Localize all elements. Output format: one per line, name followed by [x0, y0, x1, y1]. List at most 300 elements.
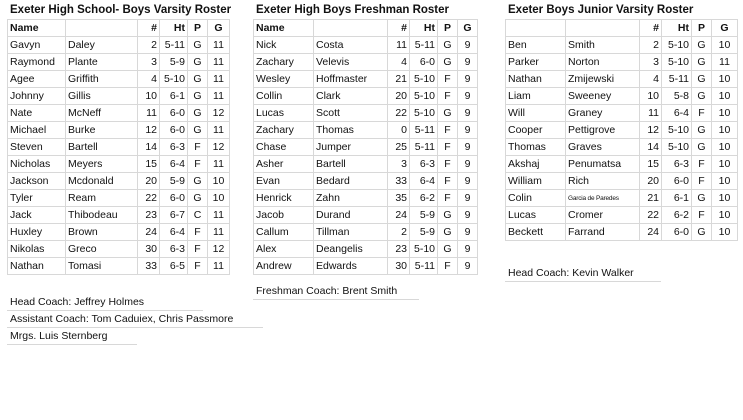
table-cell: 22	[388, 105, 410, 122]
table-cell: Graves	[566, 139, 640, 156]
table-cell: F	[438, 71, 458, 88]
table-row	[8, 139, 230, 156]
table-cell: Thomas	[314, 122, 388, 139]
table-cell: G	[692, 139, 712, 156]
table-cell: G	[438, 105, 458, 122]
table-row	[8, 190, 230, 207]
table-cell: Lucas	[506, 207, 566, 224]
table-row	[254, 224, 478, 241]
table-cell: Pettigrove	[566, 122, 640, 139]
table-cell: Thibodeau	[66, 207, 138, 224]
table-cell: Deangelis	[314, 241, 388, 258]
table-cell: 10	[712, 139, 738, 156]
table-cell: 11	[388, 37, 410, 54]
table-cell: Costa	[314, 37, 388, 54]
table-cell: Clark	[314, 88, 388, 105]
table-row	[254, 37, 478, 54]
table-cell: 6-1	[160, 88, 188, 105]
table-cell: 5-10	[410, 88, 438, 105]
table-cell: William	[506, 173, 566, 190]
table-cell: 4	[388, 54, 410, 71]
table-cell: 33	[388, 173, 410, 190]
table-header-row	[506, 20, 738, 37]
table-cell: 23	[388, 241, 410, 258]
table-cell: Zachary	[254, 122, 314, 139]
table-row	[254, 156, 478, 173]
varsity-assistant-coach: Assistant Coach: Tom Caduiex, Chris Passmore	[7, 311, 263, 328]
column-header	[566, 20, 640, 37]
table-cell: 10	[712, 190, 738, 207]
table-cell: 11	[208, 71, 230, 88]
column-header: P	[438, 20, 458, 37]
table-cell: 5-11	[410, 139, 438, 156]
table-cell: McNeff	[66, 105, 138, 122]
table-row	[8, 71, 230, 88]
table-cell: 10	[712, 156, 738, 173]
table-cell: 11	[208, 207, 230, 224]
table-cell: 10	[712, 88, 738, 105]
table-cell: 6-0	[160, 122, 188, 139]
table-cell: 9	[458, 207, 478, 224]
table-cell: 11	[208, 54, 230, 71]
table-cell: F	[188, 258, 208, 275]
table-cell: Cooper	[506, 122, 566, 139]
table-cell: 6-0	[160, 105, 188, 122]
table-cell: Graney	[566, 105, 640, 122]
table-cell: 10	[208, 190, 230, 207]
table-cell: 5-9	[410, 224, 438, 241]
column-header: Ht	[160, 20, 188, 37]
table-cell: 9	[458, 173, 478, 190]
table-cell: 9	[458, 105, 478, 122]
table-row	[254, 105, 478, 122]
table-cell: Johnny	[8, 88, 66, 105]
table-header-row	[254, 20, 478, 37]
table-cell: Plante	[66, 54, 138, 71]
table-cell: 9	[458, 71, 478, 88]
table-cell: F	[438, 258, 458, 275]
table-cell: Hoffmaster	[314, 71, 388, 88]
table-cell: 22	[138, 190, 160, 207]
table-cell: 10	[640, 88, 662, 105]
table-cell: 11	[138, 105, 160, 122]
table-cell: 6-3	[160, 241, 188, 258]
table-cell: 9	[458, 156, 478, 173]
table-cell: Agee	[8, 71, 66, 88]
table-cell: Mcdonald	[66, 173, 138, 190]
table-cell: Burke	[66, 122, 138, 139]
table-cell: G	[692, 224, 712, 241]
table-cell: 10	[138, 88, 160, 105]
table-row	[506, 224, 738, 241]
table-cell: 6-2	[410, 190, 438, 207]
table-cell: 5-10	[410, 241, 438, 258]
table-cell: 5-10	[662, 37, 692, 54]
table-cell: G	[692, 190, 712, 207]
table-row	[254, 258, 478, 275]
table-cell: Sweeney	[566, 88, 640, 105]
table-cell: 0	[388, 122, 410, 139]
table-cell: 9	[458, 258, 478, 275]
table-cell: F	[188, 139, 208, 156]
freshman-table	[253, 19, 478, 275]
table-cell: 23	[138, 207, 160, 224]
column-header: Ht	[662, 20, 692, 37]
varsity-title: Exeter High School- Boys Varsity Roster	[10, 4, 232, 16]
table-cell: 6-3	[160, 139, 188, 156]
table-cell: G	[188, 122, 208, 139]
table-cell: 11	[208, 88, 230, 105]
column-header: Name	[8, 20, 66, 37]
table-row	[254, 88, 478, 105]
table-cell: Callum	[254, 224, 314, 241]
table-cell: Greco	[66, 241, 138, 258]
table-row	[8, 224, 230, 241]
table-cell: G	[692, 54, 712, 71]
table-cell: 24	[138, 224, 160, 241]
table-cell: 10	[712, 71, 738, 88]
table-row	[506, 173, 738, 190]
table-cell: 10	[712, 122, 738, 139]
varsity-tbody	[8, 20, 230, 275]
jv-table	[505, 19, 738, 241]
table-cell: 20	[388, 88, 410, 105]
table-cell: 6-0	[662, 173, 692, 190]
table-cell: 2	[640, 37, 662, 54]
table-cell: 25	[388, 139, 410, 156]
column-header: Ht	[410, 20, 438, 37]
table-row	[254, 139, 478, 156]
table-cell: Nathan	[8, 258, 66, 275]
table-cell: G	[438, 241, 458, 258]
table-cell: G	[692, 37, 712, 54]
table-cell: Gavyn	[8, 37, 66, 54]
table-cell: Will	[506, 105, 566, 122]
table-row	[8, 54, 230, 71]
table-row	[8, 156, 230, 173]
varsity-table	[7, 19, 230, 275]
table-cell: Evan	[254, 173, 314, 190]
table-cell: F	[188, 241, 208, 258]
table-cell: G	[188, 88, 208, 105]
table-cell: Nathan	[506, 71, 566, 88]
table-cell: Durand	[314, 207, 388, 224]
table-cell: Norton	[566, 54, 640, 71]
table-cell: 14	[138, 139, 160, 156]
table-cell: 12	[138, 122, 160, 139]
table-cell: Nikolas	[8, 241, 66, 258]
table-cell: 10	[712, 105, 738, 122]
table-cell: F	[692, 173, 712, 190]
table-cell: 35	[388, 190, 410, 207]
table-cell: 5-10	[662, 122, 692, 139]
table-cell: G	[692, 88, 712, 105]
table-cell: Scott	[314, 105, 388, 122]
table-cell: Jack	[8, 207, 66, 224]
table-cell: 5-9	[160, 173, 188, 190]
table-cell: 5-11	[410, 258, 438, 275]
table-cell: Bartell	[66, 139, 138, 156]
table-row	[8, 258, 230, 275]
column-header	[66, 20, 138, 37]
table-cell: Alex	[254, 241, 314, 258]
table-cell: G	[188, 37, 208, 54]
table-row	[506, 122, 738, 139]
table-cell: Jumper	[314, 139, 388, 156]
table-cell: 22	[640, 207, 662, 224]
table-cell: Penumatsa	[566, 156, 640, 173]
column-header: G	[712, 20, 738, 37]
table-cell: Asher	[254, 156, 314, 173]
table-cell: G	[438, 224, 458, 241]
table-cell: G	[692, 71, 712, 88]
table-cell: 6-5	[160, 258, 188, 275]
table-row	[254, 241, 478, 258]
table-cell: Edwards	[314, 258, 388, 275]
table-cell: 9	[458, 122, 478, 139]
table-cell: Thomas	[506, 139, 566, 156]
table-cell: 2	[388, 224, 410, 241]
table-cell: Daley	[66, 37, 138, 54]
table-cell: 5-11	[160, 37, 188, 54]
table-cell: 3	[388, 156, 410, 173]
column-header: Name	[254, 20, 314, 37]
table-row	[8, 105, 230, 122]
table-cell: 6-0	[410, 54, 438, 71]
varsity-manager: Mrgs. Luis Sternberg	[7, 328, 137, 345]
table-cell: 21	[388, 71, 410, 88]
table-cell: 33	[138, 258, 160, 275]
column-header: #	[138, 20, 160, 37]
table-row	[254, 71, 478, 88]
table-row	[254, 54, 478, 71]
table-row	[8, 88, 230, 105]
table-cell: 9	[458, 37, 478, 54]
column-header: P	[188, 20, 208, 37]
freshman-roster	[253, 2, 481, 275]
table-cell: Farrand	[566, 224, 640, 241]
table-cell: 12	[208, 105, 230, 122]
table-row	[8, 37, 230, 54]
table-cell: Tillman	[314, 224, 388, 241]
table-row	[8, 241, 230, 258]
table-cell: Zachary	[254, 54, 314, 71]
table-cell: F	[692, 156, 712, 173]
table-cell: 10	[208, 173, 230, 190]
varsity-roster	[7, 2, 247, 275]
table-cell: 2	[138, 37, 160, 54]
table-cell: Smith	[566, 37, 640, 54]
freshman-tbody	[254, 20, 478, 275]
table-cell: 30	[388, 258, 410, 275]
table-row	[506, 105, 738, 122]
table-cell: 6-0	[662, 224, 692, 241]
table-cell: 15	[640, 156, 662, 173]
table-cell: 9	[458, 190, 478, 207]
table-row	[506, 88, 738, 105]
table-cell: 5-10	[160, 71, 188, 88]
table-row	[506, 156, 738, 173]
table-cell: Ben	[506, 37, 566, 54]
table-cell: Gillis	[66, 88, 138, 105]
table-cell: 5-10	[410, 71, 438, 88]
table-header-row	[8, 20, 230, 37]
table-cell: 5-9	[410, 207, 438, 224]
table-cell: 12	[208, 139, 230, 156]
table-cell: 20	[138, 173, 160, 190]
table-cell: C	[188, 207, 208, 224]
table-cell: Nate	[8, 105, 66, 122]
table-cell: 24	[640, 224, 662, 241]
table-cell: 12	[208, 241, 230, 258]
table-cell: 5-11	[410, 122, 438, 139]
table-cell: F	[188, 224, 208, 241]
table-cell: 6-4	[160, 224, 188, 241]
table-cell: Bartell	[314, 156, 388, 173]
table-cell: 3	[640, 54, 662, 71]
table-cell: Michael	[8, 122, 66, 139]
jv-roster	[505, 2, 739, 241]
table-row	[506, 71, 738, 88]
table-cell: 11	[208, 224, 230, 241]
table-cell: F	[438, 139, 458, 156]
table-cell: Zahn	[314, 190, 388, 207]
table-cell: 11	[640, 105, 662, 122]
table-cell: 6-3	[410, 156, 438, 173]
table-cell: 10	[712, 207, 738, 224]
column-header: #	[388, 20, 410, 37]
table-cell: 11	[208, 156, 230, 173]
table-cell: 11	[208, 258, 230, 275]
table-cell: 11	[208, 122, 230, 139]
table-cell: 3	[138, 54, 160, 71]
table-row	[506, 207, 738, 224]
table-cell: Ream	[66, 190, 138, 207]
table-cell: G	[188, 71, 208, 88]
table-cell: F	[438, 88, 458, 105]
table-cell: Velevis	[314, 54, 388, 71]
table-cell: G	[188, 105, 208, 122]
table-cell: Parker	[506, 54, 566, 71]
table-cell: 6-0	[160, 190, 188, 207]
table-cell: 9	[458, 139, 478, 156]
table-cell: Rich	[566, 173, 640, 190]
table-cell: Henrick	[254, 190, 314, 207]
table-cell: 5-9	[160, 54, 188, 71]
table-cell: 5-10	[662, 139, 692, 156]
table-cell: Chase	[254, 139, 314, 156]
table-cell: F	[438, 190, 458, 207]
table-cell: Raymond	[8, 54, 66, 71]
table-cell: 30	[138, 241, 160, 258]
table-cell: Bedard	[314, 173, 388, 190]
table-cell: 9	[458, 241, 478, 258]
table-row	[8, 122, 230, 139]
column-header	[314, 20, 388, 37]
table-cell: 5-11	[662, 71, 692, 88]
table-cell: F	[438, 173, 458, 190]
table-cell: Wesley	[254, 71, 314, 88]
table-cell: Beckett	[506, 224, 566, 241]
table-cell: 6-2	[662, 207, 692, 224]
table-cell: G	[438, 37, 458, 54]
table-row	[506, 139, 738, 156]
table-cell: 6-4	[410, 173, 438, 190]
table-row	[254, 207, 478, 224]
table-cell: Griffith	[66, 71, 138, 88]
table-cell: 5-10	[410, 105, 438, 122]
table-cell: 14	[640, 139, 662, 156]
table-cell: Steven	[8, 139, 66, 156]
table-cell: Nick	[254, 37, 314, 54]
column-header: #	[640, 20, 662, 37]
freshman-title: Exeter High Boys Freshman Roster	[256, 4, 450, 16]
jv-head-coach: Head Coach: Kevin Walker	[505, 265, 661, 282]
table-cell: Cromer	[566, 207, 640, 224]
table-cell: 10	[712, 173, 738, 190]
table-cell: Jackson	[8, 173, 66, 190]
jv-title: Exeter Boys Junior Varsity Roster	[508, 4, 694, 16]
table-cell: 10	[712, 224, 738, 241]
table-cell: Meyers	[66, 156, 138, 173]
table-cell: 6-4	[662, 105, 692, 122]
column-header: P	[692, 20, 712, 37]
table-cell: Collin	[254, 88, 314, 105]
table-cell: 24	[388, 207, 410, 224]
table-cell: 5-10	[662, 54, 692, 71]
column-header	[506, 20, 566, 37]
table-cell: Zmijewski	[566, 71, 640, 88]
table-cell: F	[692, 207, 712, 224]
table-cell: Huxley	[8, 224, 66, 241]
table-row	[254, 122, 478, 139]
table-cell: 21	[640, 190, 662, 207]
table-cell: G	[692, 122, 712, 139]
table-cell: 4	[138, 71, 160, 88]
table-cell: G	[438, 54, 458, 71]
table-row	[254, 190, 478, 207]
table-cell: G	[188, 173, 208, 190]
jv-tbody	[506, 20, 738, 241]
table-cell: Andrew	[254, 258, 314, 275]
table-cell: 9	[458, 88, 478, 105]
table-cell: 4	[640, 71, 662, 88]
table-row	[8, 173, 230, 190]
table-cell: Garcia de Paredes	[566, 190, 640, 207]
table-cell: Tyler	[8, 190, 66, 207]
varsity-head-coach: Head Coach: Jeffrey Holmes	[7, 294, 203, 311]
table-cell: 11	[208, 37, 230, 54]
table-row	[506, 54, 738, 71]
table-row	[506, 190, 738, 207]
table-cell: 6-4	[160, 156, 188, 173]
freshman-coach: Freshman Coach: Brent Smith	[253, 283, 419, 300]
table-cell: 20	[640, 173, 662, 190]
table-cell: Liam	[506, 88, 566, 105]
table-cell: 11	[712, 54, 738, 71]
table-cell: F	[188, 156, 208, 173]
table-cell: 6-3	[662, 156, 692, 173]
table-cell: 12	[640, 122, 662, 139]
table-cell: 9	[458, 54, 478, 71]
table-cell: Nicholas	[8, 156, 66, 173]
table-cell: F	[692, 105, 712, 122]
table-cell: Akshaj	[506, 156, 566, 173]
column-header: G	[458, 20, 478, 37]
table-cell: 9	[458, 224, 478, 241]
column-header: G	[208, 20, 230, 37]
table-cell: F	[438, 122, 458, 139]
